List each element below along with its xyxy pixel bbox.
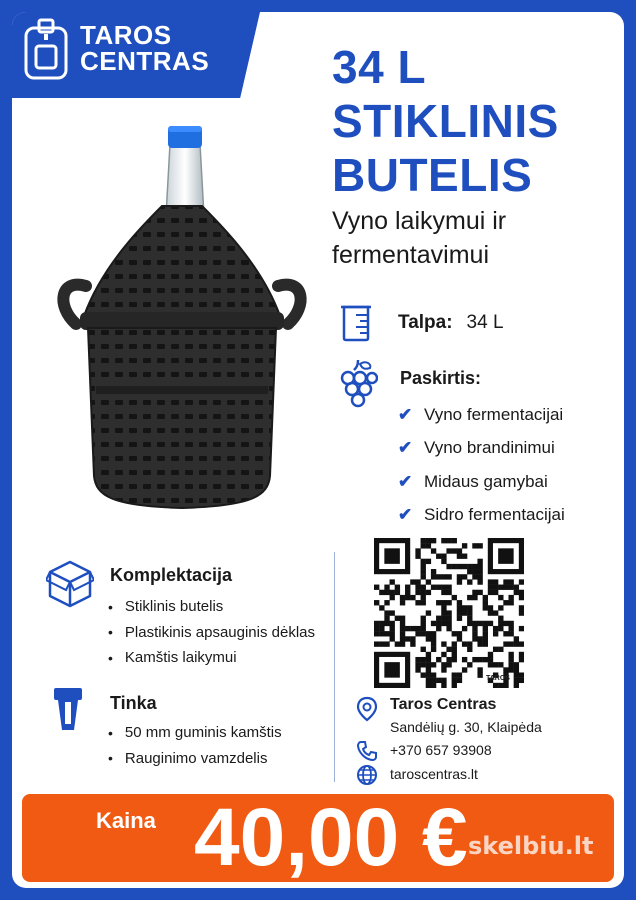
list-item bbox=[398, 465, 565, 499]
contact-name-row bbox=[354, 696, 542, 735]
qr-code[interactable] bbox=[374, 538, 524, 688]
bottle-logo-icon bbox=[24, 18, 68, 80]
contact-name: Taros Centras bbox=[390, 696, 497, 713]
globe-icon bbox=[354, 764, 380, 786]
purpose-item: Vyno fermentacijai bbox=[424, 404, 564, 424]
purpose-title: Paskirtis: bbox=[400, 368, 482, 388]
check-icon: ✔ bbox=[398, 438, 413, 458]
bottle-image bbox=[42, 116, 322, 516]
purpose-item: Vyno brandinimui bbox=[424, 438, 555, 458]
check-icon: ✔ bbox=[398, 471, 413, 491]
contact-website-row bbox=[354, 764, 478, 786]
purpose-item: Sidro fermentacijai bbox=[424, 505, 565, 525]
product-title bbox=[332, 40, 559, 202]
brand-logo bbox=[80, 22, 209, 74]
stopper-icon bbox=[52, 686, 84, 732]
purpose-list bbox=[398, 398, 565, 532]
fits-title: Tinka bbox=[110, 693, 157, 713]
contact-website[interactable]: taroscentras.lt bbox=[390, 766, 478, 782]
price-value: 40,00 € bbox=[194, 792, 468, 883]
contact-address: Sandėlių g. 30, Klaipėda bbox=[390, 719, 542, 735]
contact-phone[interactable]: +370 657 93908 bbox=[390, 742, 492, 758]
fits-list bbox=[108, 720, 282, 771]
brand-line-2: CENTRAS bbox=[80, 46, 210, 76]
capacity-label: Talpa: bbox=[398, 312, 453, 333]
kit-list bbox=[108, 594, 315, 671]
title-line-3: BUTELIS bbox=[332, 149, 533, 201]
measuring-cup-icon bbox=[340, 304, 372, 342]
capacity-value: 34 L bbox=[466, 312, 504, 333]
list-item bbox=[398, 432, 565, 466]
box-icon bbox=[46, 558, 94, 608]
check-icon: ✔ bbox=[398, 404, 413, 424]
title-line-1: 34 L bbox=[332, 41, 427, 93]
list-item: • Plastikinis apsauginis dėklas bbox=[108, 620, 315, 646]
product-subtitle bbox=[332, 204, 506, 272]
subtitle-line-2: fermentavimui bbox=[332, 241, 489, 269]
watermark: skelbiu.lt bbox=[468, 832, 594, 860]
purpose-item: Midaus gamybai bbox=[424, 471, 548, 491]
price-label: Kaina bbox=[96, 808, 156, 833]
grapes-icon bbox=[338, 358, 378, 412]
subtitle-line-1: Vyno laikymui ir bbox=[332, 207, 507, 235]
list-item: • Stiklinis butelis bbox=[108, 594, 315, 620]
phone-icon bbox=[354, 740, 380, 762]
list-item: • Rauginimo vamzdelis bbox=[108, 746, 282, 772]
qr-caption: TAROS bbox=[486, 675, 510, 682]
flyer-card bbox=[12, 12, 624, 888]
title-line-2: STIKLINIS bbox=[332, 95, 559, 147]
location-pin-icon bbox=[354, 696, 380, 722]
capacity-row bbox=[340, 304, 504, 342]
contact-phone-row bbox=[354, 740, 492, 762]
brand-line-1: TAROS bbox=[80, 20, 172, 50]
kit-title: Komplektacija bbox=[110, 565, 233, 585]
list-item: • Kamštis laikymui bbox=[108, 645, 315, 671]
check-icon: ✔ bbox=[398, 505, 413, 525]
list-item bbox=[398, 398, 565, 432]
vertical-divider bbox=[334, 552, 335, 782]
list-item bbox=[398, 499, 565, 533]
list-item: • 50 mm guminis kamštis bbox=[108, 720, 282, 746]
